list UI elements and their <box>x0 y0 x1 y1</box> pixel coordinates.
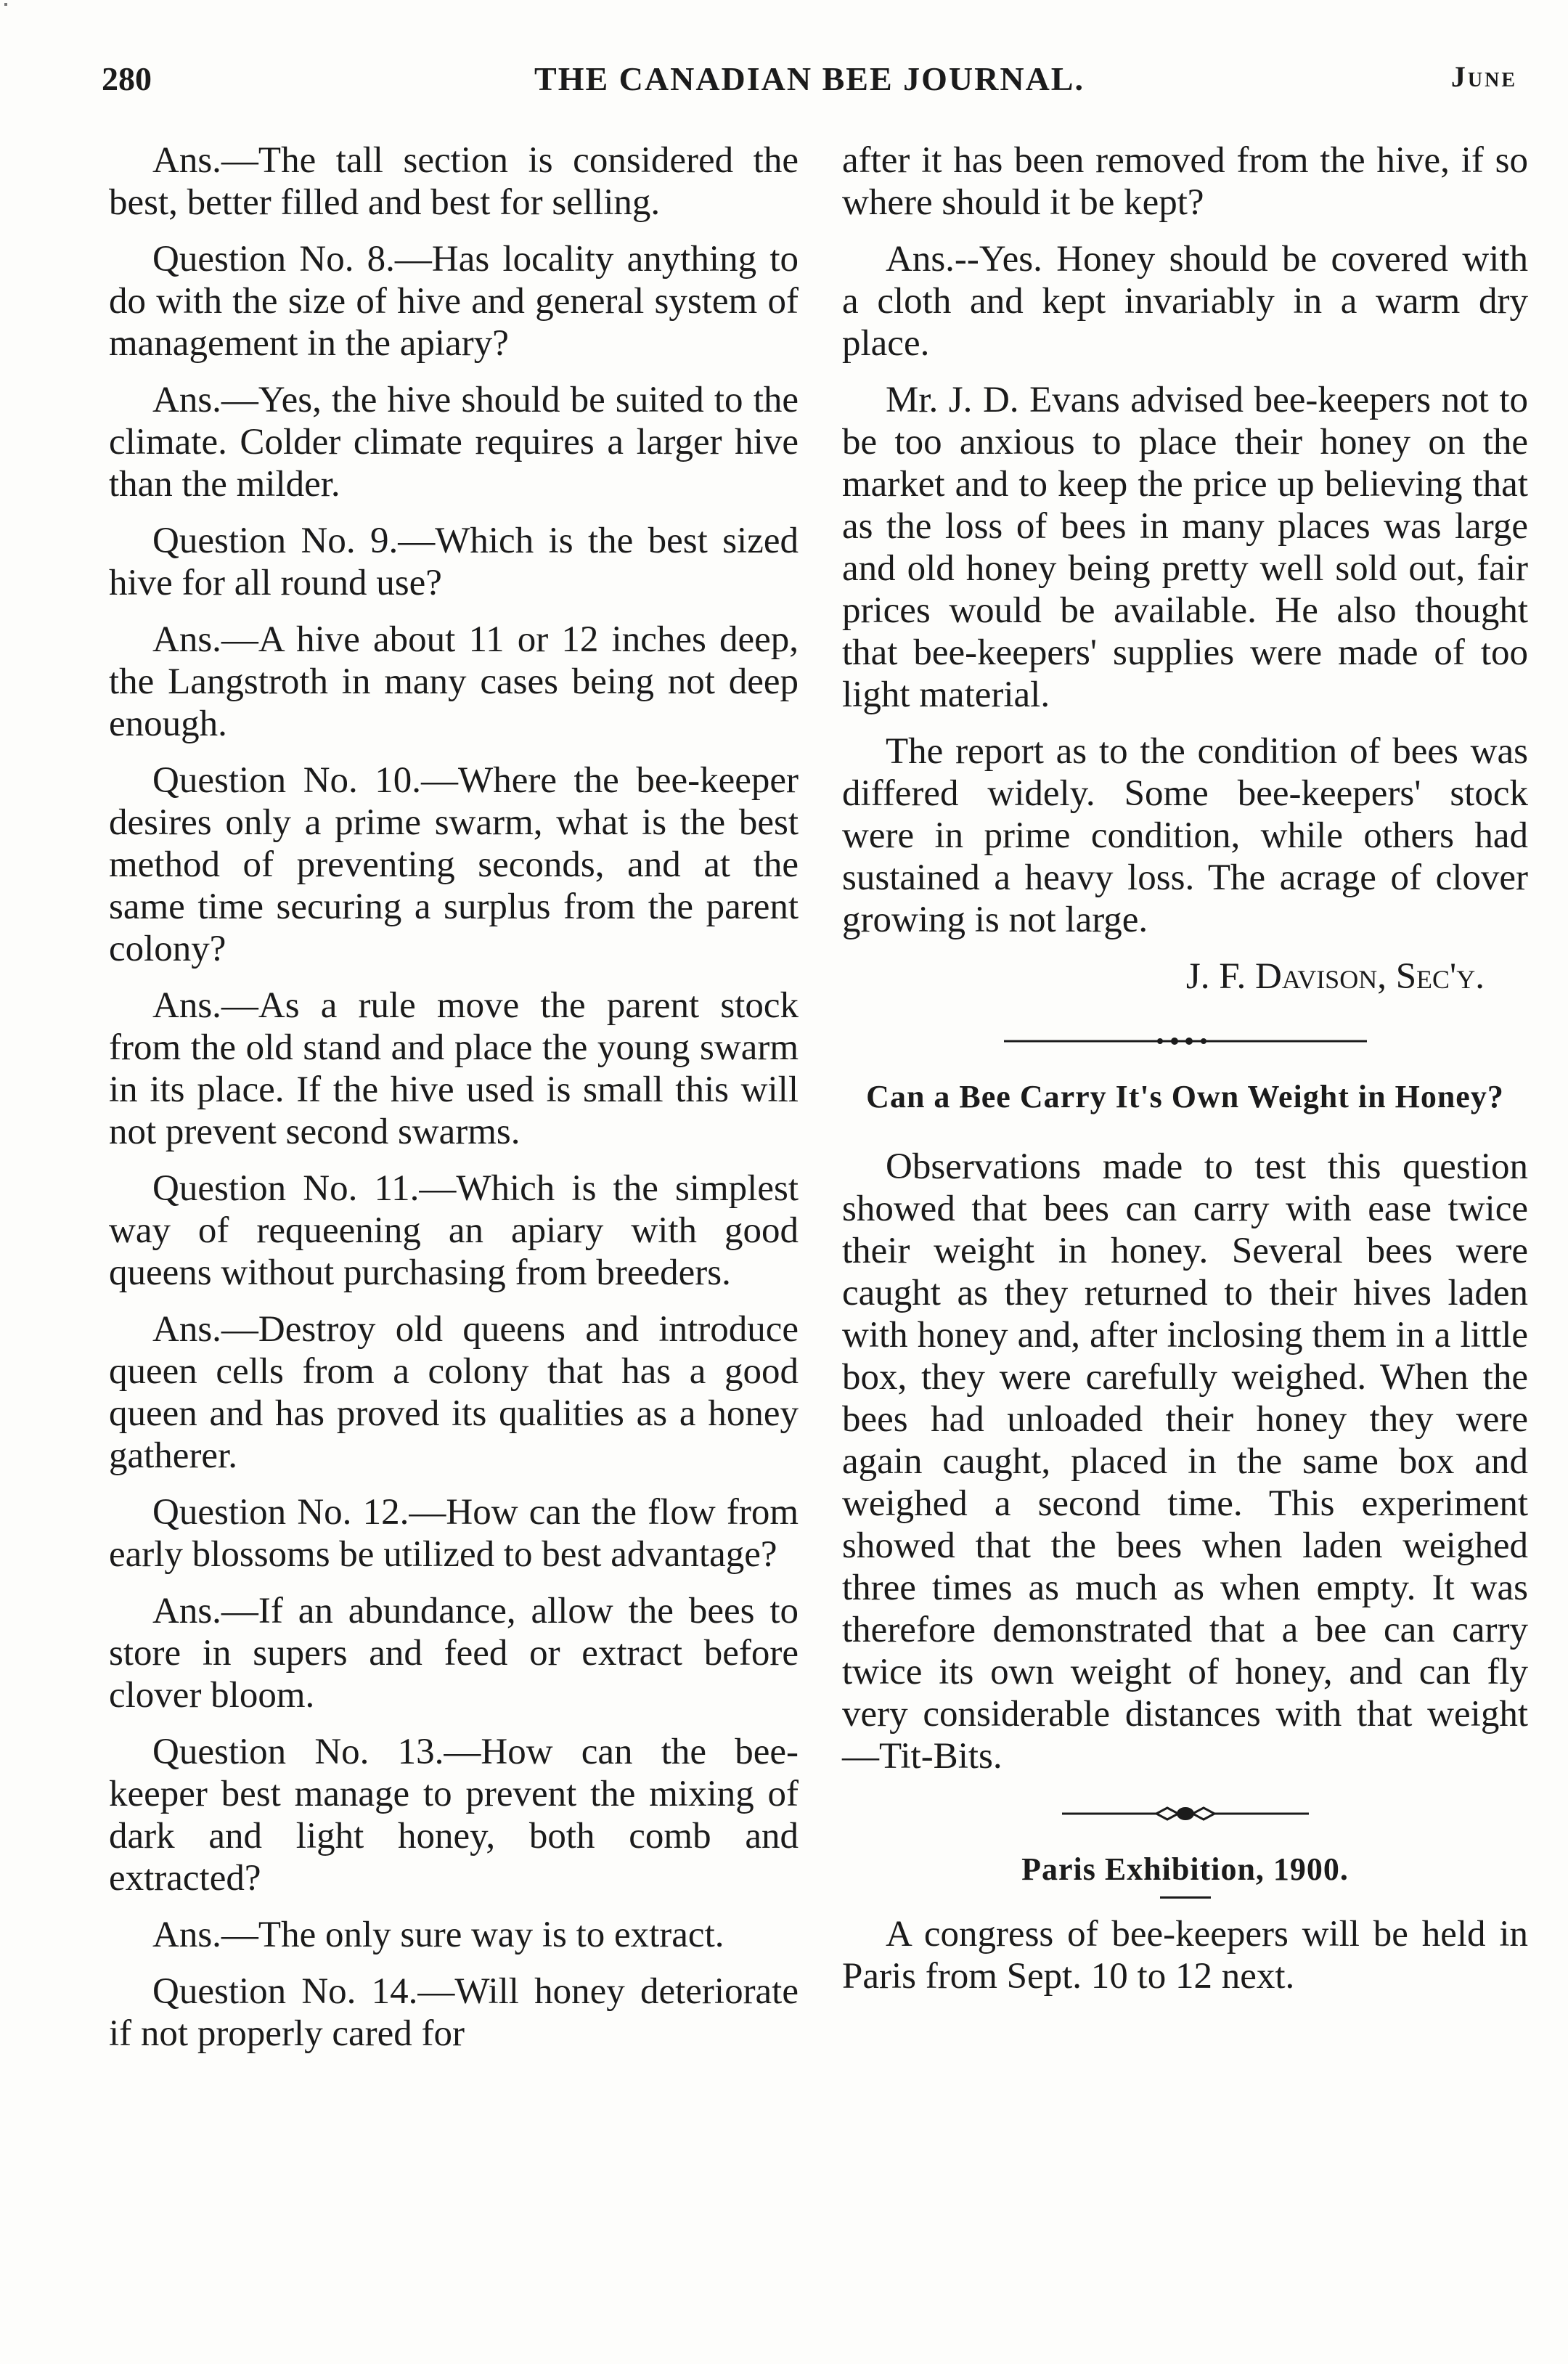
question-paragraph: Question No. 9.—Which is the best sized hive for all round use? <box>109 521 799 603</box>
answer-paragraph: Ans.—Yes, the hive should be suited to the climate. Colder climate requires a larger hive than the milder. <box>109 380 799 505</box>
left-column <box>109 139 799 2069</box>
signature <box>842 955 1528 998</box>
running-header <box>102 60 1517 110</box>
answer-paragraph: Ans.—As a rule move the parent stock from the old stand and place the young swarm in its place. If the hive used is small this will not prevent second swarms. <box>109 985 799 1152</box>
issue-month: June <box>1450 60 1517 93</box>
section-divider <box>997 1027 1374 1056</box>
article-body: A congress of bee-keepers will be held in Paris from Sept. 10 to 12 next. <box>842 1914 1528 1997</box>
question-paragraph: Question No. 13.—How can the bee-keeper best manage to prevent the mixing of dark and light honey, both comb and extracted? <box>109 1732 799 1899</box>
answer-paragraph: Ans.--Yes. Honey should be covered with a cloth and kept invariably in a warm dry place. <box>842 239 1528 364</box>
report-paragraph: Mr. J. D. Evans advised bee-keepers not to be too anxious to place their honey on the market and to keep the price up believing that as the loss of bees in many places was large and old honey being pretty well sold out, fair prices would be available. He also thought that bee-keepers' supplies were made of too light material. <box>842 380 1528 715</box>
continued-paragraph: after it has been removed from the hive, if so where should it be kept? <box>842 140 1528 223</box>
article-title: Paris Exhibition, 1900. <box>1021 1851 1349 1887</box>
ornament-icon <box>1055 1799 1316 1828</box>
divider-rule-icon <box>997 1027 1374 1056</box>
paragraph: Ans.—The tall section is considered the best, better filled and best for selling. <box>109 140 799 223</box>
article-title: Can a Bee Carry It's Own Weight in Honey? <box>866 1079 1504 1114</box>
question-paragraph: Question No. 8.—Has locality anything to do with the size of hive and general system of management in the apiary? <box>109 239 799 364</box>
title-underline <box>1160 1896 1211 1899</box>
question-paragraph: Question No. 10.—Where the bee-keeper desires only a prime swarm, what is the best method of preventing seconds, and at the same time securing a surplus from the parent colony? <box>109 760 799 969</box>
answer-paragraph: Ans.—A hive about 11 or 12 inches deep, the Langstroth in many cases being not deep enough. <box>109 619 799 744</box>
report-paragraph: The report as to the condition of bees was differed widely. Some bee-keepers' stock were in prime condition, while others had sustained a heavy loss. The acrage of clover growing is not large. <box>842 731 1528 940</box>
answer-paragraph: Ans.—Destroy old queens and introduce queen cells from a colony that has a good queen and has proved its qualities as a honey gatherer. <box>109 1309 799 1476</box>
article-body: Observations made to test this question showed that bees can carry with ease twice their weight in honey. Several bees were caught as they returned to their hives laden with honey and, after inclosing them in a little box, they were carefully weighed. When the bees had unloaded their honey they were again caught, placed in the same box and weighed a second time. This experiment showed that the bees when laden weighed three times as much as when empty. It was therefore demonstrated that a bee can carry twice its own weight of honey, and can fly very considerable distances with that weight—Tit-Bits. <box>842 1146 1528 1777</box>
journal-title: THE CANADIAN BEE JOURNAL. <box>534 60 1085 97</box>
question-paragraph: Question No. 11.—Which is the simplest way of requeening an apiary with good queens without purchasing from breeders. <box>109 1168 799 1293</box>
question-paragraph: Question No. 14.—Will honey deteriorate if not properly cared for <box>109 1971 799 2054</box>
answer-paragraph: Ans.—The only sure way is to extract. <box>152 1915 724 1955</box>
right-column <box>842 139 1528 2012</box>
question-paragraph: Question No. 12.—How can the flow from early blossoms be utilized to best advantage? <box>109 1492 799 1575</box>
answer-paragraph: Ans.—If an abundance, allow the bees to store in supers and feed or extract before clover bloom. <box>109 1591 799 1716</box>
ornament-divider <box>1055 1799 1316 1828</box>
signature-name: J. F. Davison, Sec'y. <box>1185 956 1485 997</box>
scan-speck <box>4 3 7 6</box>
page-number: 280 <box>102 60 152 97</box>
